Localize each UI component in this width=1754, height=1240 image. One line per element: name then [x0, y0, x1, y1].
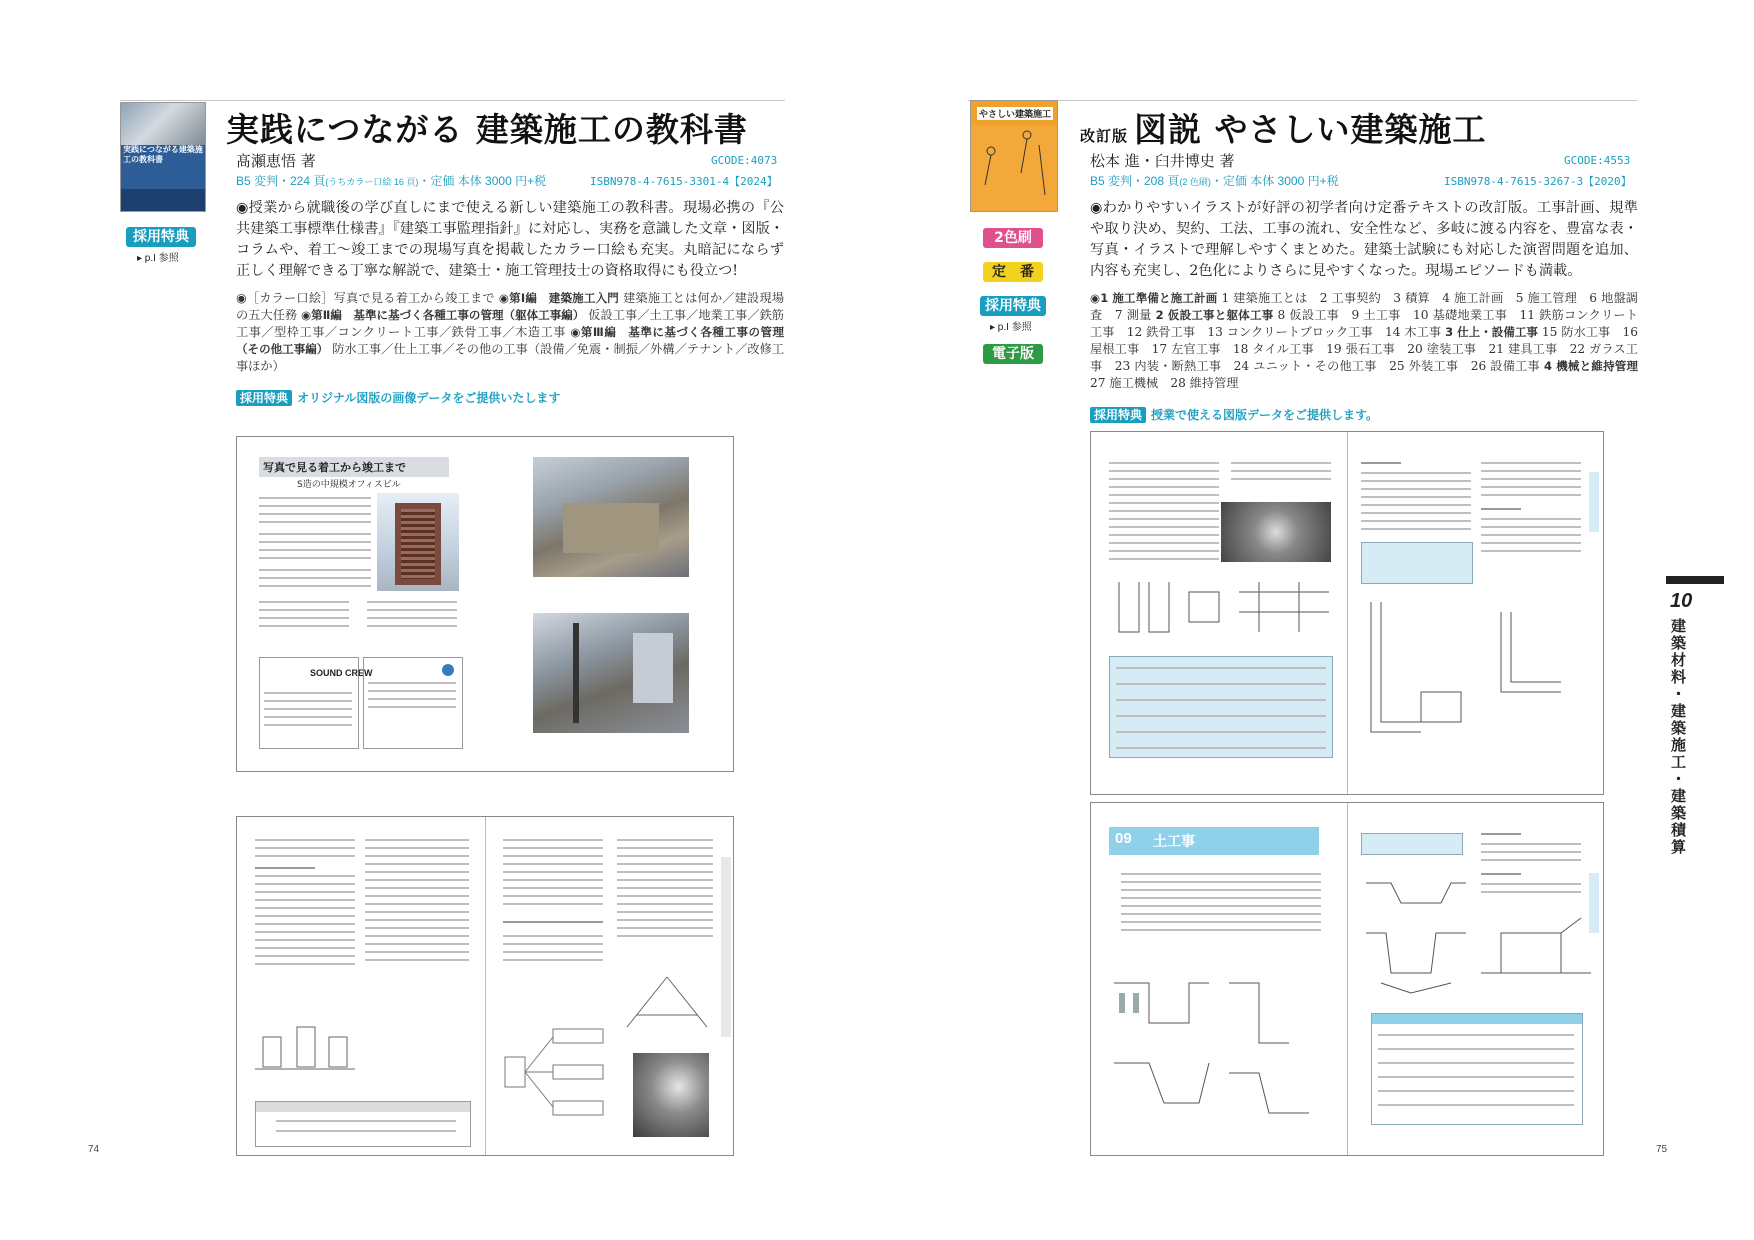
specs-format-right: B5 変判・208 頁 [1090, 174, 1180, 188]
adoption-badge-right: 採用特典 [980, 296, 1046, 316]
top-rule-left [120, 100, 785, 101]
cover-band [121, 189, 205, 211]
excavation-diagram [1109, 963, 1329, 1133]
detail-diagram [617, 967, 717, 1037]
trench-diagram [1361, 863, 1471, 1003]
sample1-heading: 写真で見る着工から竣工まで [259, 457, 449, 477]
rebar-photo [1221, 502, 1331, 562]
ebook-badge: 電子版 [983, 344, 1043, 364]
chapter-tab-bar [1666, 576, 1724, 584]
adoption-tag-right: 採用特典 [1090, 407, 1146, 423]
adoption-tag-left: 採用特典 [236, 390, 292, 406]
contents-left-7: 防水工事／仕上工事／その他の工事（設備／免震・制振／外構／テナント／改修工事ほか） [236, 342, 785, 373]
sample-spread-left-2 [236, 816, 734, 1156]
ref-note-right: ▸ p.I 参照 [990, 322, 1032, 333]
wall-detail-diagram [1361, 592, 1591, 752]
adoption-note-left [236, 389, 560, 406]
top-rule-right [968, 100, 1638, 101]
contents-left-4: ◉第Ⅱ編 基準に基づく各種工事の管理（躯体工事編） [301, 308, 585, 322]
rebar-diagram [1109, 572, 1339, 652]
author-left: 髙瀬恵悟 著 [236, 152, 316, 170]
adoption-note-right [1090, 406, 1378, 423]
right-sample-table [1371, 1013, 1583, 1125]
contents-right-7: 4 機械と維持管理 [1544, 359, 1638, 373]
sample-spread-left-1 [236, 436, 734, 772]
description-left: ◉授業から就職後の学び直しにまで使える新しい建築施工の教科書。現場必携の『公共建築工事標準仕様書』『建築工事監理指針』に対応し、実務を意識した文章・図版・コラムや、着工〜竣工までの現場写真を掲載したカラー口絵も充実。丸暗記にならず正しく理解できる丁寧な解説で、建築士・施工管理技士の資格取得にも役立つ! [236, 200, 784, 279]
foundation-diagram [255, 1007, 355, 1087]
specs-paren-right: (2 色刷) [1179, 177, 1211, 187]
sample-spread-right-1 [1090, 431, 1604, 795]
specs-price-left: ・定価 本体 3000 円+税 [418, 174, 547, 188]
cover-title-left: 実践につながる建築施工の教科書 [123, 145, 203, 164]
site-photo-1 [533, 457, 689, 577]
retaining-diagram [1481, 913, 1591, 993]
book-cover-right [970, 100, 1058, 212]
gcode-right: GCODE:4553 [1564, 154, 1631, 167]
sample2-table [255, 1101, 471, 1147]
contents-right-3: 2 仮設工事と躯体工事 [1155, 308, 1274, 322]
contents-right-5: 3 仕上・設備工事 [1445, 325, 1538, 339]
specs-left [236, 172, 546, 189]
building-photo [377, 493, 459, 591]
adoption-text-right: 授業で使える図版データをご提供します。 [1151, 408, 1379, 422]
contents-left [236, 290, 784, 375]
adoption-badge-left: 採用特典 [126, 227, 196, 247]
contents-left-5: 仮設工事／土工事／地業工事／鉄筋工事／型枠工事／コンクリート工事／鉄骨工事／木造工事 [236, 308, 784, 339]
contents-right-6: 15 防水工事 16 屋根工事 17 左官工事 18 タイル工事 19 張石工事 20 塗装工事 21 建具工事 22 ガラス工事 23 内装・断熱工事 24 ユニット・その他工事 25 外装工事 26 設備工事 [1090, 325, 1639, 373]
contents-left-1: ◉［カラー口絵］写真で見る着工から竣工まで [236, 291, 495, 305]
specs-format-left: B5 変判・224 頁 [236, 174, 326, 188]
twocolor-badge: 2色刷 [983, 228, 1043, 248]
sample-table-right [1109, 656, 1333, 758]
chapter-header [1109, 827, 1319, 855]
contents-right-1: ◉1 施工準備と施工計画 [1090, 291, 1218, 305]
author-right: 松本 進・臼井博史 著 [1090, 152, 1235, 170]
contents-right-4: 8 仮設工事 9 土工事 10 基礎地業工事 11 鉄筋コンクリート工事 12 鉄骨工事 13 コンクリートブロック工事 14 木工事 [1090, 308, 1638, 339]
sample-spread-right-2 [1090, 802, 1604, 1156]
description-right: ◉わかりやすいイラストが好評の初学者向け定番テキストの改訂版。工事計画、規準や取り決め、契約、工法、工事の流れ、安全性など、多岐に渡る内容を、豊富な表・写真・イラストで理解しやすくまとめた。建築士試験にも対応した演習問題を追加、内容も充実し、2色化によりさらに見やすくなった。現場エピソードも満載。 [1090, 200, 1638, 279]
cover-photo [121, 103, 205, 145]
chapter-tab-label: 建築材料・建築施工・建築積算 [1669, 618, 1687, 856]
page-number-left: 74 [88, 1144, 100, 1155]
contents-right-8: 27 施工機械 28 維持管理 [1090, 376, 1239, 390]
flow-diagram [503, 1017, 613, 1127]
sample1-box-1 [259, 657, 373, 749]
chapter-heading: 土工事 [1153, 834, 1195, 850]
page-number-right: 75 [1656, 1144, 1668, 1155]
adoption-text-left: オリジナル図版の画像データをご提供いたします [297, 391, 561, 405]
contents-right-2: 1 建築施工とは 2 工事契約 3 積算 4 施工計画 5 施工管理 6 地盤調査 7 測量 [1090, 291, 1638, 322]
title-main-right: 図説 やさしい建築施工 [1134, 110, 1487, 149]
cover-illustration [971, 125, 1057, 211]
sample1-box-2 [363, 657, 463, 749]
specs-right [1090, 172, 1339, 189]
specs-price-right: ・定価 本体 3000 円+税 [1210, 174, 1339, 188]
contents-right [1090, 290, 1638, 392]
chapter-number: 09 [1115, 830, 1132, 847]
standard-badge: 定 番 [983, 262, 1043, 282]
isbn-right: ISBN978-4-7615-3267-3【2020】 [1444, 175, 1632, 188]
book-title-right [1080, 104, 1487, 151]
isbn-left: ISBN978-4-7615-3301-4【2024】 [590, 175, 778, 188]
title-prefix-right: 改訂版 [1080, 127, 1129, 145]
ref-note-left: ▸ p.I 参照 [137, 253, 179, 264]
contents-left-3: 建築施工とは何か／建設現場の五大任務 [236, 291, 785, 322]
detail-photo [633, 1053, 709, 1137]
specs-paren-left: (うちカラー口絵 16 頁) [325, 177, 419, 187]
contents-left-2: ◉第Ⅰ編 建築施工入門 [498, 291, 619, 305]
book-cover-left [120, 102, 206, 212]
sample1-sub: S造の中規模オフィスビル [297, 480, 401, 490]
cover-title-right: やさしい建築施工 [977, 107, 1053, 120]
chapter-tab-number: 10 [1670, 590, 1693, 612]
site-photo-2 [533, 613, 689, 733]
contents-left-6: ◉第Ⅲ編 基準に基づく各種工事の管理（その他工事編） [236, 325, 785, 356]
book-title-left: 実践につながる 建築施工の教科書 [226, 110, 748, 149]
sound-crew-logo: SOUND CREW [310, 668, 373, 678]
gcode-left: GCODE:4073 [711, 154, 778, 167]
